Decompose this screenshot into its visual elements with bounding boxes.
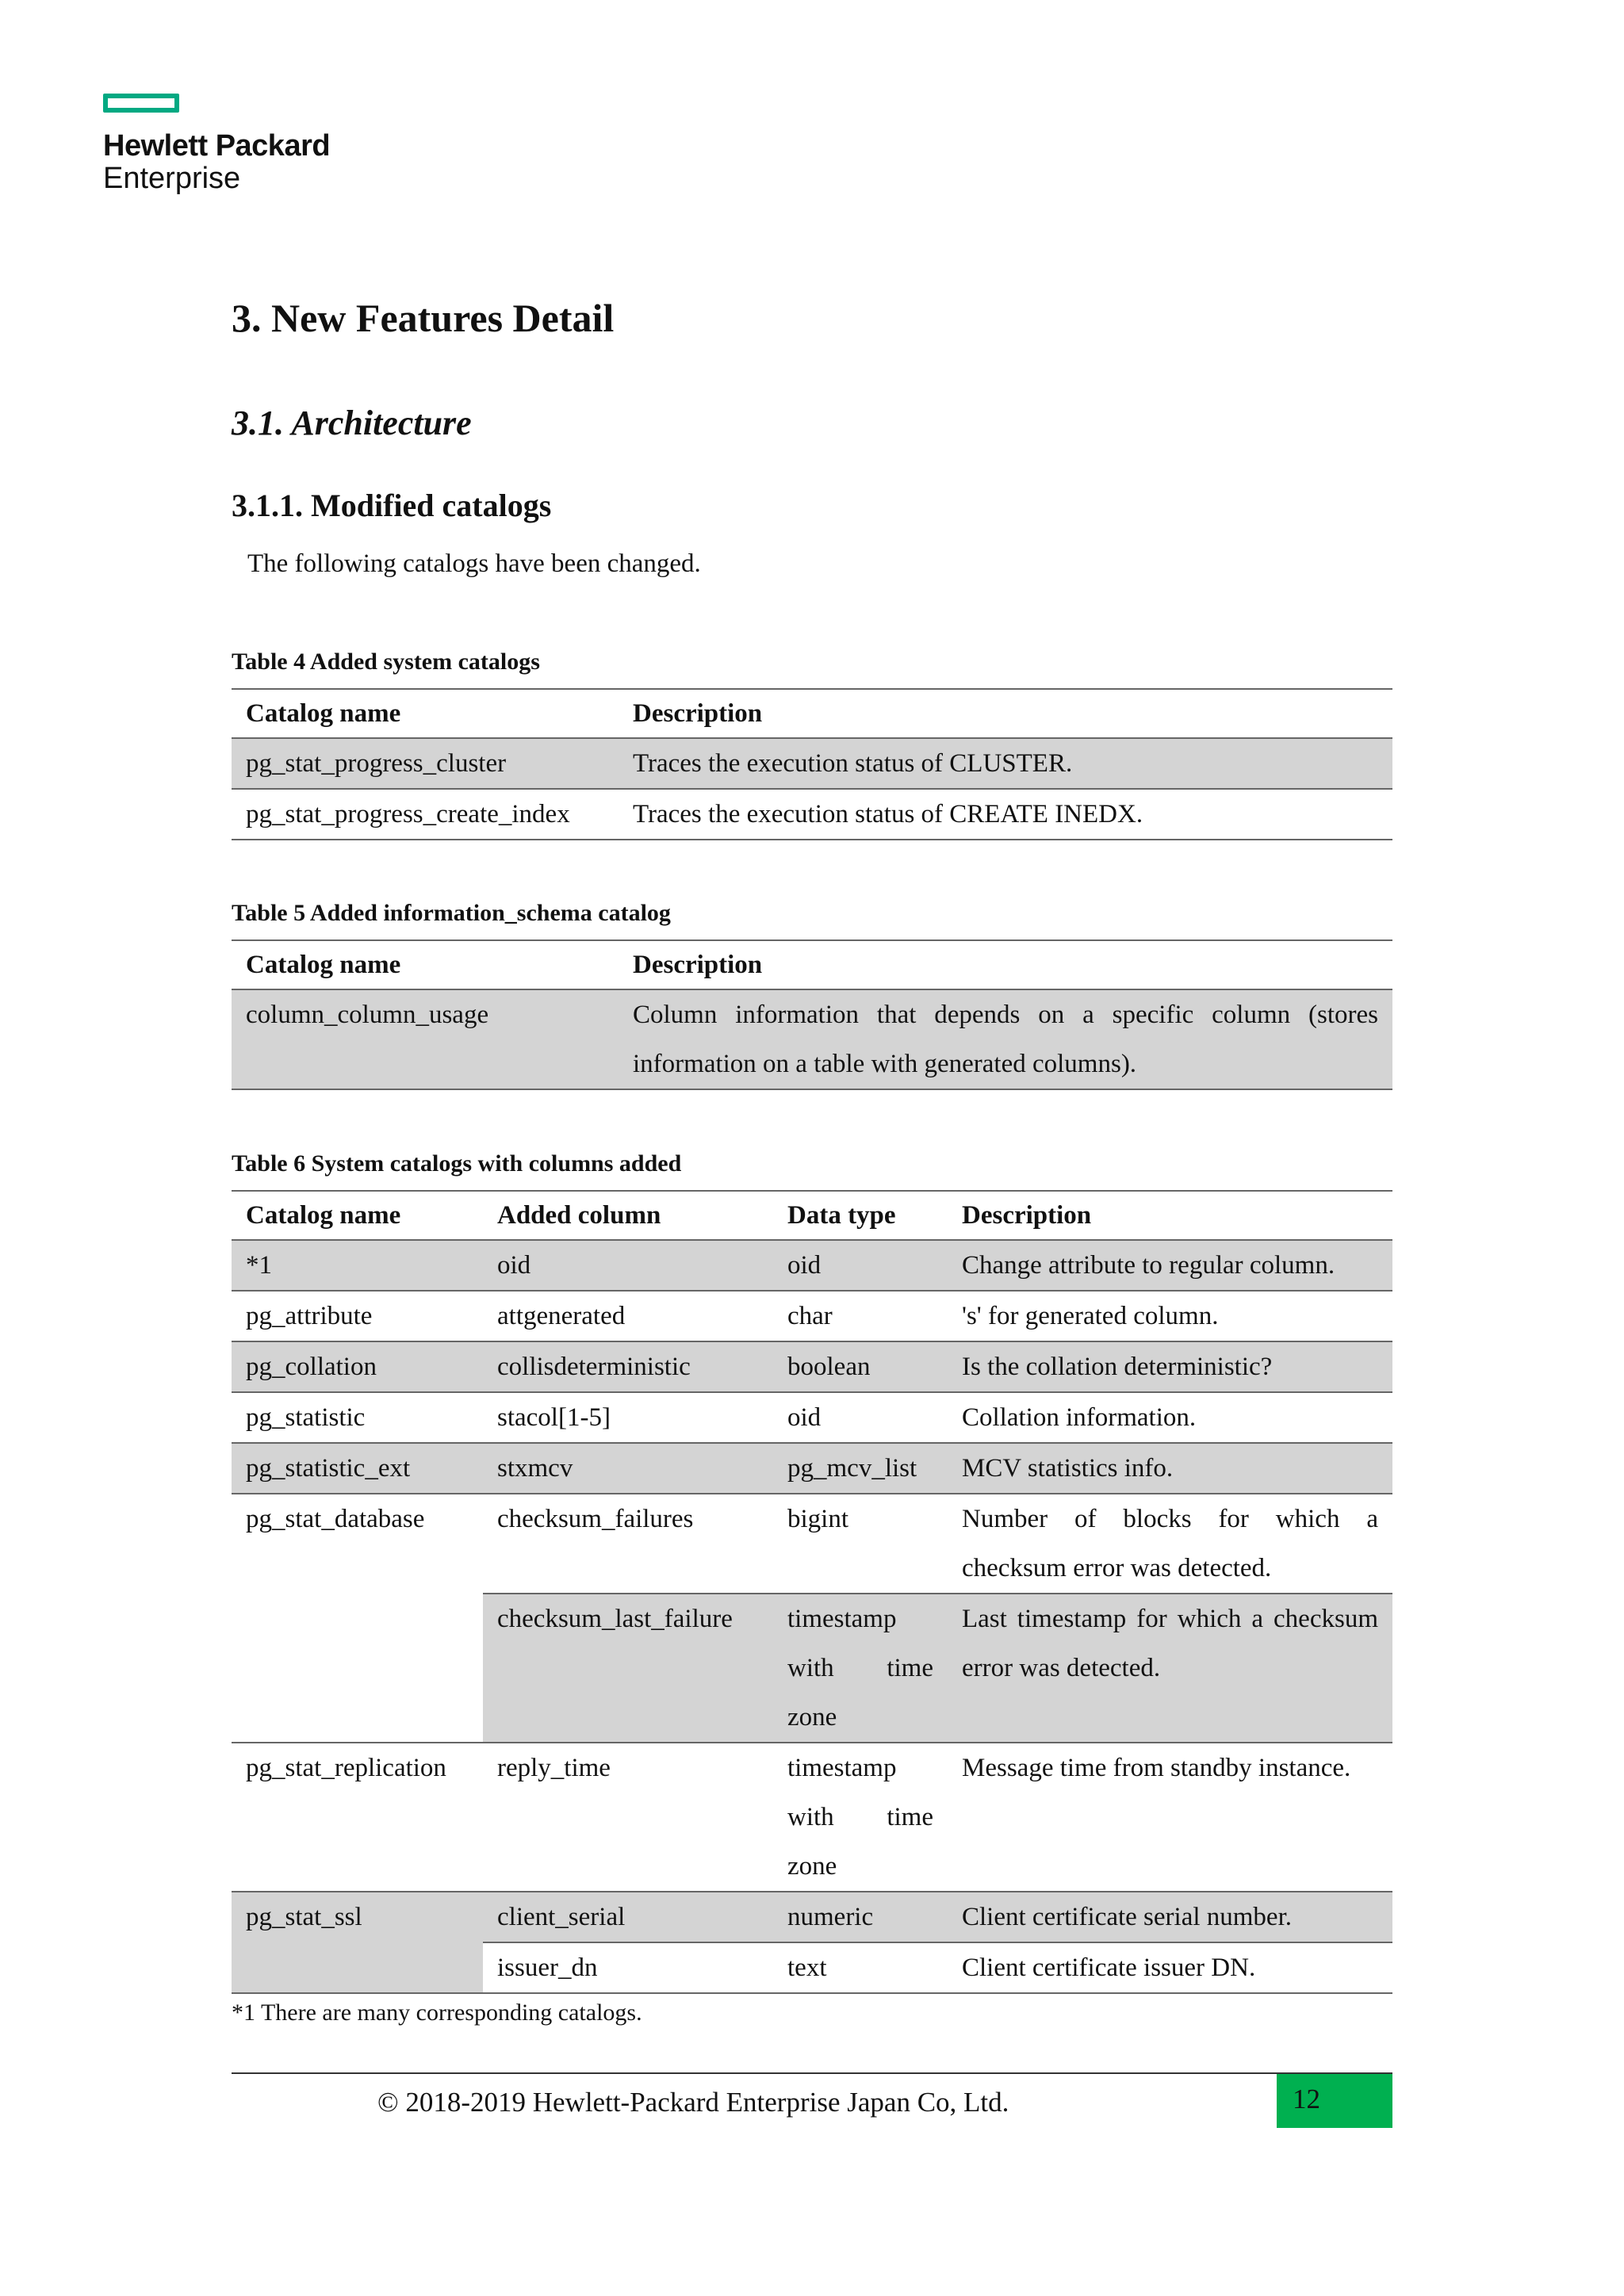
table-cell: pg_statistic_ext [232,1443,483,1494]
table-cell: Message time from standby instance. [948,1743,1392,1892]
table-cell: oid [483,1240,773,1291]
table-cell: MCV statistics info. [948,1443,1392,1494]
table-cell: Column information that depends on a specific column (stores information on a table with generated columns). [619,989,1392,1089]
table-cell: oid [773,1392,948,1443]
table-cell: 's' for generated column. [948,1291,1392,1341]
table-cell: column_column_usage [232,989,619,1089]
column-header: Description [948,1191,1392,1240]
table-cell: issuer_dn [483,1942,773,1993]
hpe-logo [103,94,330,195]
table5-caption: Table 5 Added information_schema catalog [232,900,671,926]
table-cell: pg_mcv_list [773,1443,948,1494]
column-header: Added column [483,1191,773,1240]
table-row [232,789,1392,840]
table-header-row [232,940,1392,989]
table-cell: pg_stat_replication [232,1743,483,1892]
table-row [232,1494,1392,1594]
subsection-heading: 3.1.1. Modified catalogs [232,488,552,523]
table-cell: Traces the execution status of CREATE INEDX. [619,789,1392,840]
hpe-logo-mark [103,94,179,113]
table-cell: boolean [773,1341,948,1392]
table-cell: Change attribute to regular column. [948,1240,1392,1291]
table4 [232,688,1392,840]
table-header-row [232,1191,1392,1240]
table6-caption: Table 6 System catalogs with columns added [232,1150,682,1177]
table-cell: timestamp with time zone [773,1594,948,1743]
table-row [232,1743,1392,1892]
table-row [232,1240,1392,1291]
table-cell: pg_collation [232,1341,483,1392]
table-cell: Collation information. [948,1392,1392,1443]
table-cell: collisdeterministic [483,1341,773,1392]
table-cell: client_serial [483,1892,773,1942]
table-cell: Number of blocks for which a checksum error was detected. [948,1494,1392,1594]
table-cell: pg_statistic [232,1392,483,1443]
table-cell: text [773,1942,948,1993]
table5 [232,939,1392,1090]
table-row [232,989,1392,1089]
table-cell: stxmcv [483,1443,773,1494]
table4-caption: Table 4 Added system catalogs [232,649,540,675]
column-header: Description [619,940,1392,989]
table-cell: bigint [773,1494,948,1594]
table-row [232,738,1392,789]
table-cell: pg_stat_database [232,1494,483,1743]
footer-divider [232,2072,1392,2074]
page-number-box [1277,2074,1392,2128]
chapter-heading: 3. New Features Detail [232,296,615,340]
table-header-row [232,689,1392,738]
section-heading: 3.1. Architecture [232,404,472,442]
table-cell: oid [773,1240,948,1291]
table-row [232,1341,1392,1392]
table-row [232,1291,1392,1341]
table-cell: reply_time [483,1743,773,1892]
table-cell: stacol[1-5] [483,1392,773,1443]
table-cell: checksum_failures [483,1494,773,1594]
table-cell: attgenerated [483,1291,773,1341]
column-header: Data type [773,1191,948,1240]
table6 [232,1190,1392,1994]
table-cell: Is the collation deterministic? [948,1341,1392,1392]
column-header: Description [619,689,1392,738]
column-header: Catalog name [232,940,619,989]
table-row [232,1443,1392,1494]
intro-text: The following catalogs have been changed. [247,549,701,578]
table-cell: pg_stat_ssl [232,1892,483,1993]
table6-footnote: *1 There are many corresponding catalogs. [232,1999,642,2026]
table-cell: checksum_last_failure [483,1594,773,1743]
footer-copyright: © 2018-2019 Hewlett-Packard Enterprise Japan Co, Ltd. [377,2087,1009,2118]
table-cell: pg_attribute [232,1291,483,1341]
page-number: 12 [1293,2084,1320,2114]
table-cell: Client certificate serial number. [948,1892,1392,1942]
table-cell: pg_stat_progress_cluster [232,738,619,789]
column-header: Catalog name [232,689,619,738]
table-row [232,1892,1392,1942]
table-cell: Traces the execution status of CLUSTER. [619,738,1392,789]
logo-line2: Enterprise [103,162,241,195]
table-cell: char [773,1291,948,1341]
table-row [232,1392,1392,1443]
table-cell: *1 [232,1240,483,1291]
logo-line1: Hewlett Packard [103,129,331,163]
table-cell: pg_stat_progress_create_index [232,789,619,840]
column-header: Catalog name [232,1191,483,1240]
table-cell: numeric [773,1892,948,1942]
table-cell: Last timestamp for which a checksum error was detected. [948,1594,1392,1743]
table-cell: timestamp with time zone [773,1743,948,1892]
table-cell: Client certificate issuer DN. [948,1942,1392,1993]
